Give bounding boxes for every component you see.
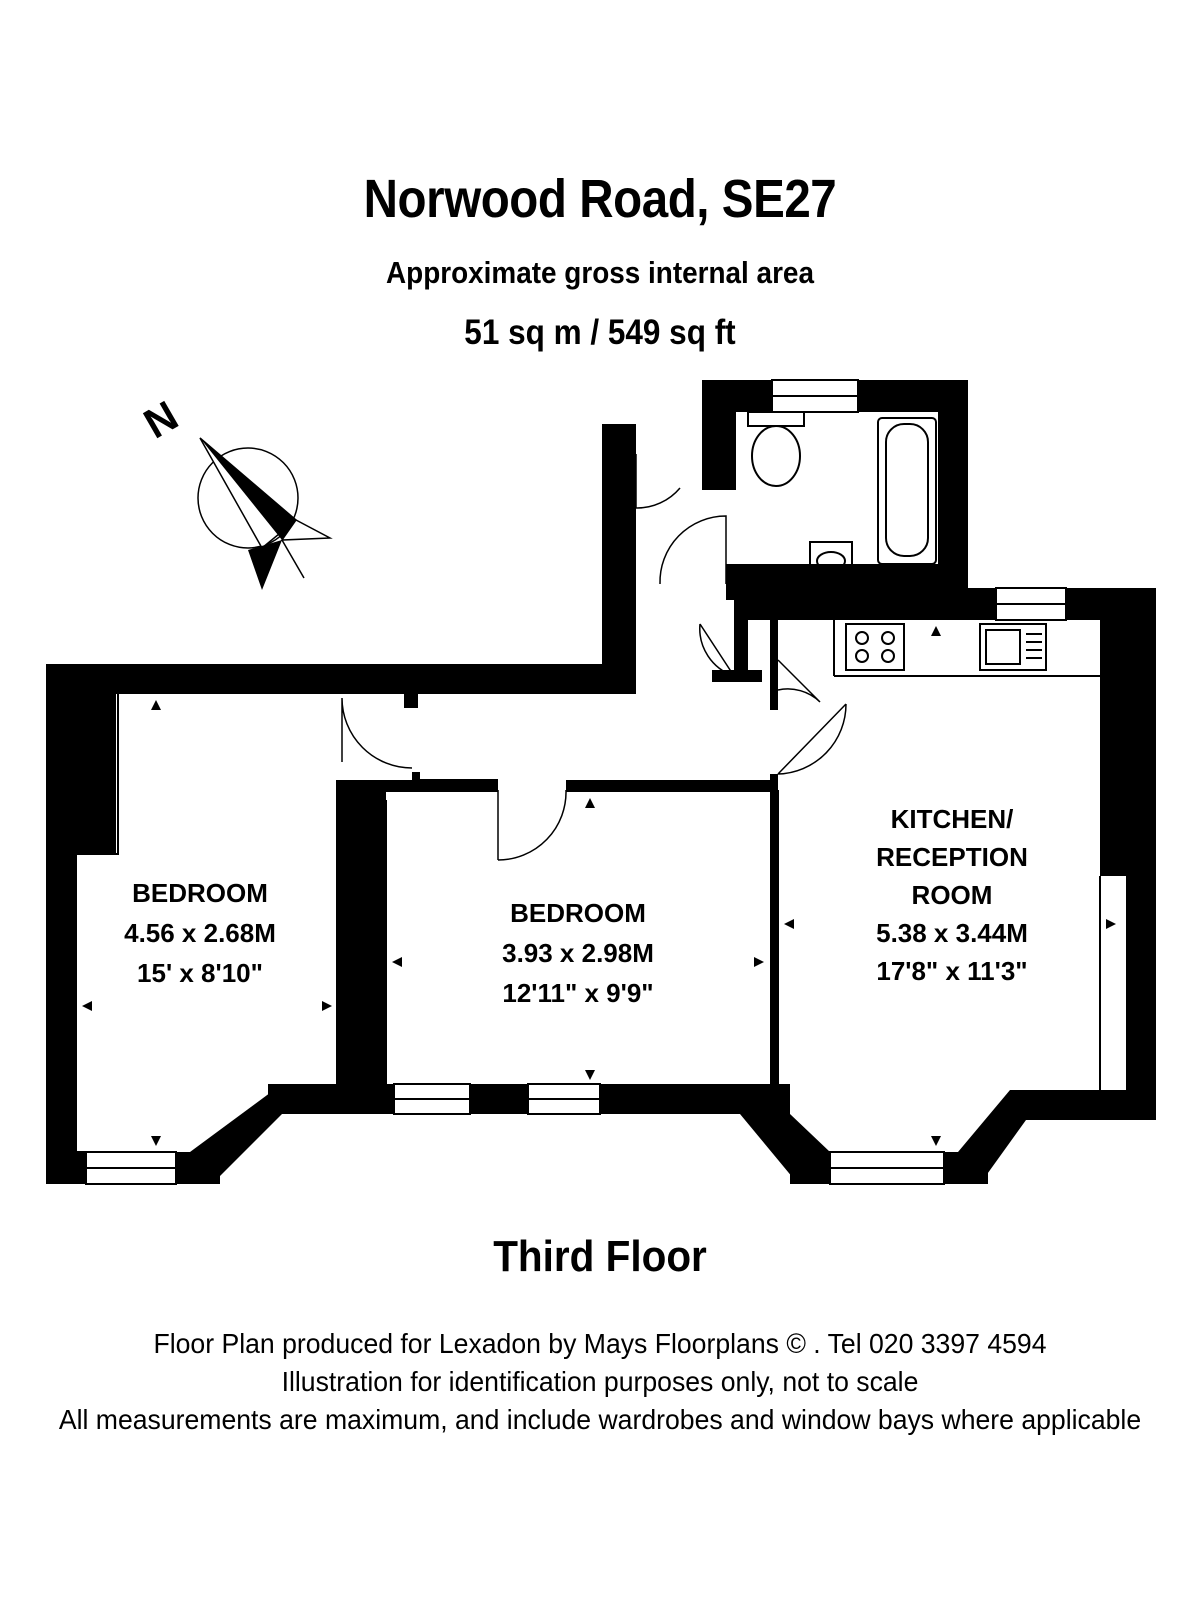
footer-line-2: Illustration for identification purposes only, not to scale [281, 1366, 919, 1397]
room-imperial: 12'11" x 9'9" [502, 978, 654, 1008]
compass-label: N [135, 391, 186, 448]
kitchen-fixtures [834, 620, 1100, 676]
room-imperial: 17'8" x 11'3" [876, 956, 1028, 986]
walls [46, 380, 1156, 1184]
room-name-line3: ROOM [911, 880, 993, 910]
room-metric: 5.38 x 3.44M [876, 918, 1028, 948]
room-name: BEDROOM [510, 898, 646, 928]
room-imperial: 15' x 8'10" [137, 958, 263, 988]
bathroom-fixtures [748, 412, 936, 580]
toilet-icon [752, 426, 800, 486]
toilet-cistern-icon [748, 412, 804, 426]
floor-label: Third Floor [493, 1232, 707, 1281]
room-kitchen-reception [876, 804, 1028, 986]
area-value: 51 sq m / 549 sq ft [464, 313, 736, 352]
footer-line-3: All measurements are maximum, and include wardrobes and window bays where applicable [58, 1404, 1142, 1435]
footer-line-1: Floor Plan produced for Lexadon by Mays Floorplans © . Tel 020 3397 4594 [153, 1328, 1047, 1359]
room-metric: 4.56 x 2.68M [124, 918, 276, 948]
north-arrow-icon [136, 392, 330, 590]
room-bedroom-1 [124, 878, 276, 988]
room-name-line1: KITCHEN/ [890, 804, 1014, 834]
room-metric: 3.93 x 2.98M [502, 938, 654, 968]
plan-title: Norwood Road, SE27 [363, 169, 837, 229]
room-name-line2: RECEPTION [876, 842, 1028, 872]
room-bedroom-2 [502, 898, 654, 1008]
area-label: Approximate gross internal area [386, 255, 814, 290]
hob-icon [846, 624, 904, 670]
room-name: BEDROOM [132, 878, 268, 908]
